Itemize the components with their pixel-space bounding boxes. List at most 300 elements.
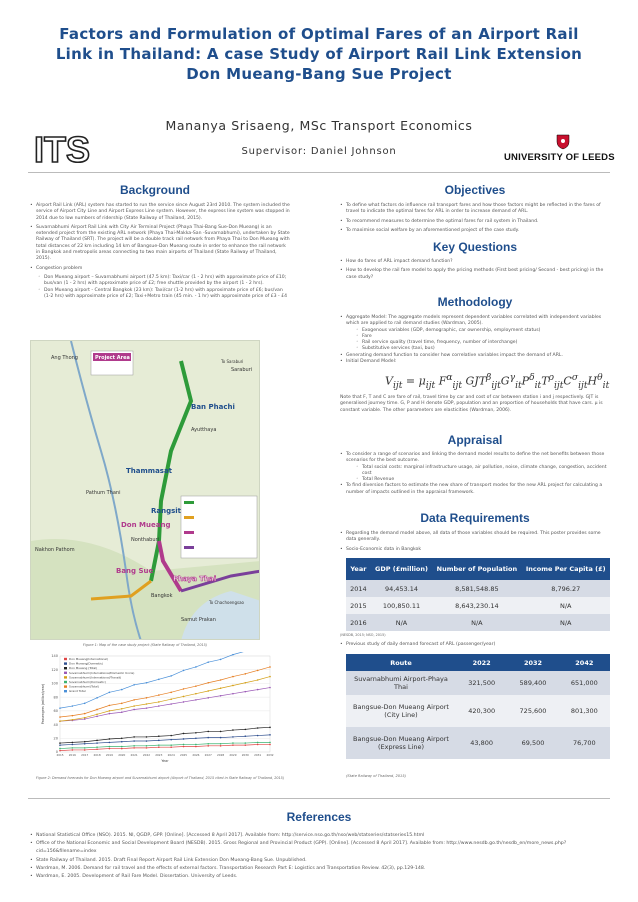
table2-header-row <box>346 654 610 671</box>
heading-references: References <box>286 810 352 824</box>
appraisal-item-2: • To find diversion factors to estimate the new share of transport modes for the new ARL project for calculating a number of impacts outlined in the appraisal framework. <box>340 483 610 496</box>
place-rangsit: Rangsit <box>151 507 182 515</box>
series-point <box>170 735 172 737</box>
series-point <box>158 679 160 681</box>
reference-item: • Wardman, M. 2006. Demand for rail travel and the effects of external factors. Transportation Research Part E: Logistics and Transportation Review. 42(3), pp.129-148. <box>30 865 615 873</box>
series-point <box>158 694 160 696</box>
series-point <box>269 727 271 729</box>
references-list <box>30 832 615 881</box>
series-point <box>146 682 148 684</box>
series-point <box>232 654 234 656</box>
demand-equation: $V_{ijt} = \mu_{ijt}$ $F^\alpha_{ijt}$ $GJT^\beta_{ijt}G^\gamma_{it}P^\delta_{it}T^\rho_{ijt}C^\sigma_{ijt}H^\theta_{it}$ <box>385 372 610 391</box>
series-point <box>59 748 61 750</box>
appraisal-subitem-1: ◦ Total social costs: marginal infrastructure usage, air pollution, noise, climate change, congestion, accident cost <box>340 465 610 478</box>
series-point <box>109 692 111 694</box>
series-point <box>96 748 98 750</box>
series-point <box>96 713 98 715</box>
series-point <box>220 745 222 747</box>
y-tick-label: 120 <box>51 667 58 672</box>
y-tick-label: 0 <box>55 750 58 755</box>
x-tick-label: 2031 <box>254 753 262 757</box>
place-phaya-thai: Phaya Thai <box>173 575 217 583</box>
table-cell: N/A <box>432 614 521 631</box>
legend-label: Suvarnabhumi(International/Domestic Uncle) <box>69 670 135 675</box>
table2-header: Route <box>346 654 456 671</box>
series-point <box>195 737 197 739</box>
x-tick-label: 2019 <box>105 753 113 757</box>
series-point <box>220 687 222 689</box>
series-point <box>244 742 246 744</box>
place-pathum-thani: Pathum Thani <box>86 490 121 496</box>
background-text <box>30 203 290 300</box>
title-line-1: Factors and Formulation of Optimal Fares of an Airport Rail <box>59 25 579 43</box>
y-tick-label: 40 <box>53 722 58 727</box>
x-tick-label: 2029 <box>229 753 237 757</box>
series-point <box>195 685 197 687</box>
series-point <box>195 666 197 668</box>
table-cell: 589,400 <box>507 671 558 695</box>
legend-label: Suvarnabhumi(Domestic) <box>69 680 106 684</box>
table2-header: 2042 <box>559 654 610 671</box>
series-point <box>96 740 98 742</box>
x-tick-label: 2032 <box>266 753 274 757</box>
table1-header: Year <box>346 558 371 580</box>
series-point <box>109 713 111 715</box>
header-divider <box>28 172 610 173</box>
key-questions-item-1: • How do fares of ARL impact demand function? <box>340 259 610 265</box>
methodology-item-1: • Aggregate Model: The aggregate models represent dependent variables correlated with independent variables which are applied to rail demand studies (Wardman, 2005). <box>340 315 610 328</box>
series-point <box>133 709 135 711</box>
reference-item: • Office of the National Economic and Social Development Board (NESDB). 2015. Gross Regional and Provincial Product (GPP). [Online]. [Accessed 8 April 2017]. Available from: http://www.nesdb.go.th/nesdb_en/more_news.php?cid=156&filename=index <box>30 840 615 856</box>
series-point <box>257 742 259 744</box>
series-point <box>269 687 271 689</box>
forecast-item: • Previous study of daily demand forecast of ARL (passenger/year) <box>340 642 610 648</box>
table-row <box>346 671 610 695</box>
title-line-2: Link in Thailand: A case Study of Airport Rail Link Extension <box>55 45 583 63</box>
table2-header: 2022 <box>456 654 507 671</box>
heading-objectives: Objectives <box>444 183 506 197</box>
series-point <box>207 743 209 745</box>
legend-label: Don Mueang(Domestic) <box>69 661 104 666</box>
background-item-2: • Suvarnabhumi Airport Rail Link with City Air Terminal Project (Phaya Thai-Bang Sue-Don Mueang) is an extended project from the existing ARL network (Phaya Thai-Makka-San -Suvarnabhumi), undertaken by State Railway of Thailand (SRT). The project will be a double track rail network from Phaya Thai to Don Mueang with total distances of 22 km including 14 km of Bangsue-Don Mueang route in order to enhance the rail network in Bangkok and metropolis areas connecting to two main airports of Thailand (State Railway of Thailand, 2015). <box>30 225 290 263</box>
series-point <box>244 729 246 731</box>
methodology-subitem-3: ◦ Rail service quality (travel time, frequency, number of interchange) <box>340 340 610 346</box>
place-ban-phachi: Ban Phachi <box>191 403 235 411</box>
background-subitem-1: ◦ Don Mueang airport – Suvarnabhumi airport (47.5 km): Taxi/car (1 - 2 hrs) with approximate price of £10; bus/van (1 - 2 hrs) with approximate price of £2; free shuttle provided by the airport (1 - 2 hrs). <box>30 275 290 288</box>
series-point <box>158 740 160 742</box>
place-don-mueang: Don Mueang <box>121 521 171 529</box>
socio-economic-table <box>346 558 610 631</box>
series-point <box>133 740 135 742</box>
methodology-text <box>340 315 610 368</box>
series-point <box>269 666 271 668</box>
place-to-saraburi: To Saraburi <box>221 359 244 364</box>
table-cell: 43,800 <box>456 727 507 759</box>
series-point <box>269 744 271 746</box>
series-point <box>121 737 123 739</box>
legend-label: Don Mueang(International) <box>69 657 108 661</box>
table-cell: 8,643,230.14 <box>432 597 521 614</box>
series-point <box>158 735 160 737</box>
series-point <box>170 703 172 705</box>
series-point <box>84 743 86 745</box>
table2-source: (State Railway of Thailand, 2015) <box>346 774 407 778</box>
demand-forecast-table <box>346 654 610 759</box>
background-item-3-text: Congestion problem <box>36 265 83 271</box>
series-point <box>72 719 74 721</box>
key-questions-item-2: • How to develop the rail fare model to apply the pricing methods (First best pricing/ Second - best pricing) in the case study? <box>340 268 610 281</box>
y-axis-label: Passengers (million/year) <box>41 683 45 725</box>
place-saraburi: Saraburi <box>231 367 253 373</box>
place-ang-thong: Ang Thong <box>51 355 78 361</box>
series-point <box>96 746 98 748</box>
y-tick-label: 100 <box>51 681 58 686</box>
series-point <box>121 748 123 750</box>
title-line-3: Don Mueang-Bang Sue Project <box>186 65 452 83</box>
place-nonthaburi: Nonthaburi <box>131 537 159 543</box>
series-point <box>121 746 123 748</box>
series-point <box>59 742 61 744</box>
legend-swatch <box>64 658 67 660</box>
series-point <box>232 736 234 738</box>
series-point <box>220 679 222 681</box>
x-tick-label: 2026 <box>192 753 200 757</box>
table-cell: N/A <box>371 614 433 631</box>
forecast-text <box>340 642 610 651</box>
series-point <box>257 727 259 729</box>
series-point <box>121 711 123 713</box>
series-point <box>170 744 172 746</box>
series-point <box>59 720 61 722</box>
series-point <box>207 737 209 739</box>
demand-forecast-chart <box>38 652 278 767</box>
place-bang-sue: Bang Sue <box>116 567 154 575</box>
series-point <box>59 744 61 746</box>
table-cell: N/A <box>522 597 611 614</box>
x-tick-label: 2022 <box>142 753 151 757</box>
series-point <box>183 701 185 703</box>
table-row <box>346 580 610 597</box>
series-point <box>232 693 234 695</box>
table-cell: Suvarnabhumi Airport-Phaya Thai <box>346 671 456 695</box>
place-bangkok: Bangkok <box>151 593 173 599</box>
figure-1-caption: Figure 1: Map of the case study project (State Railway of Thailand, 2015) <box>82 643 208 647</box>
methodology-subitem-1: ◦ Exogenous variables (GDP, demographic, car ownership, employment status) <box>340 328 610 334</box>
legend-label: Suvarnabhumi(International/Transit) <box>69 675 122 680</box>
series-point <box>133 684 135 686</box>
table-cell: 321,500 <box>456 671 507 695</box>
series-point <box>109 742 111 744</box>
place-nakhon-pathom: Nakhon Pathom <box>35 547 75 553</box>
table-row <box>346 695 610 727</box>
key-questions-text <box>340 259 610 284</box>
series-point <box>269 742 271 744</box>
its-logo <box>34 132 92 166</box>
series-point <box>96 697 98 699</box>
series-point <box>269 676 271 678</box>
y-tick-label: 80 <box>53 695 58 700</box>
place-to-chachoengsao: To Chachoengsao <box>209 600 244 605</box>
table1-header-row <box>346 558 610 580</box>
legend-swatch <box>64 676 67 678</box>
y-tick-label: 140 <box>51 654 58 659</box>
series-point <box>158 705 160 707</box>
background-item-1: • Airport Rail Link (ARL) system has started to run the service since August 23rd 2010. The system included the service of Airport City Line and Airport Express Line system. However, the express line system was stopped in 2014 due to low numbers of ridership (State Railway of Thailand, 2015). <box>30 203 290 222</box>
heading-data-requirements: Data Requirements <box>420 511 530 525</box>
table-cell: 100,850.11 <box>371 597 433 614</box>
methodology-note: Note that F, T and C are fare of rail, travel time by car and cost of car between station i and j respectively. GJT is generalised journey time. G, P and H denote GDP, population and an proportion of households that have cars. μ is constant variable. The other parameters are elasticities (Wardman, 2006). <box>340 395 603 413</box>
series-point <box>158 746 160 748</box>
map-svg <box>31 341 260 640</box>
x-tick-label: 2028 <box>217 753 225 757</box>
table-cell: N/A <box>522 614 611 631</box>
series-point <box>195 732 197 734</box>
table1-header: Number of Population <box>432 558 521 580</box>
legend-label: Don Mueang (Total) <box>69 666 98 671</box>
series-point <box>207 731 209 733</box>
methodology-item-3: • Initial Demand Model: <box>340 359 610 365</box>
series-point <box>232 742 234 744</box>
heading-background: Background <box>119 183 190 197</box>
series-point <box>84 703 86 705</box>
series-point <box>183 746 185 748</box>
series-point <box>72 749 74 751</box>
y-tick-label: 20 <box>53 736 58 741</box>
series-point <box>146 745 148 747</box>
series-point <box>195 744 197 746</box>
x-tick-label: 2015 <box>56 753 64 757</box>
legend-swatch <box>64 667 67 669</box>
series-point <box>244 744 246 746</box>
series-point <box>170 675 172 677</box>
project-area-label: Project Area <box>95 355 130 361</box>
series-point <box>257 735 259 737</box>
background-subitem-2: ◦ Don Mueang airport - Central Bangkok (23 km): Taxi/car (1-2 hrs) with approximate price of £6; bus/van (1-2 hrs) with approximate price of £2; Taxi+Metro train (45 min. - 1 hr) with approximate price of £3 - £4 <box>30 288 290 301</box>
series-point <box>84 741 86 743</box>
appraisal-item-1: • To consider a range of scenarios and linking the demand model results to define the net benefits between those scenarios for the best outcome. <box>340 452 610 465</box>
series-point <box>96 716 98 718</box>
data-requirements-item-2: • Socio-Economic data in Bangkok <box>340 547 610 553</box>
legend-label: Grand Total <box>69 689 86 694</box>
appraisal-subitem-2: ◦ Total Revenue <box>340 477 610 483</box>
series-point <box>220 743 222 745</box>
series-point <box>133 736 135 738</box>
table2-header: 2032 <box>507 654 558 671</box>
series-point <box>170 739 172 741</box>
series-point <box>109 710 111 712</box>
table-cell: 420,300 <box>456 695 507 727</box>
x-axis-label: Year <box>161 759 169 763</box>
legend-swatch <box>64 685 67 687</box>
reference-item: • Wardman, E. 2005. Development of Rail Fare Model. Dissertation. University of Leeds. <box>30 873 615 881</box>
objectives-item-3: • To maximise social welfare by an aforementioned project of the case study. <box>340 228 610 234</box>
table-cell: 725,600 <box>507 695 558 727</box>
series-point <box>72 715 74 717</box>
series-point <box>84 747 86 749</box>
series-point <box>109 738 111 740</box>
heading-key-questions: Key Questions <box>432 240 518 254</box>
data-requirements-text <box>340 531 610 556</box>
series-point <box>121 689 123 691</box>
series-point <box>183 670 185 672</box>
table1-header: Income Per Capita (£) <box>522 558 611 580</box>
poster-title <box>0 24 638 84</box>
objectives-item-1: • To define what factors do influence rail transport fares and how those factors might be reflected in the fares of travel to indicate the optimal fares for ARL in order to increase demand of ARL. <box>340 203 610 216</box>
x-tick-label: 2027 <box>204 753 212 757</box>
y-tick-label: 60 <box>53 709 58 714</box>
series-point <box>84 749 86 751</box>
series-point <box>183 688 185 690</box>
leeds-logo-text: UNIVERSITY OF LEEDS <box>504 152 615 163</box>
series-point <box>121 708 123 710</box>
table1-header: GDP (£million) <box>371 558 433 580</box>
series-point <box>59 707 61 709</box>
table-row <box>346 597 610 614</box>
heading-methodology: Methodology <box>437 295 513 309</box>
legend-swatch <box>64 690 67 692</box>
background-item-3 <box>30 266 290 272</box>
x-tick-label: 2017 <box>81 753 89 757</box>
series-point <box>72 742 74 744</box>
table-cell: 2016 <box>346 614 371 631</box>
table1-source: (NESDB, 2015; NSO, 2015) <box>340 633 386 637</box>
series-point <box>244 673 246 675</box>
series-point <box>220 737 222 739</box>
series-point <box>109 746 111 748</box>
series-point <box>121 703 123 705</box>
series-point <box>183 733 185 735</box>
x-tick-label: 2016 <box>68 753 76 757</box>
series-point <box>257 744 259 746</box>
series-point <box>257 679 259 681</box>
table-cell: 801,300 <box>559 695 610 727</box>
series-point <box>146 697 148 699</box>
series-point <box>146 736 148 738</box>
series-point <box>84 717 86 719</box>
table-cell: Bangsue-Don Mueang Airport (Express Line) <box>346 727 456 759</box>
series-point <box>183 744 185 746</box>
series-point <box>72 747 74 749</box>
series-point <box>170 746 172 748</box>
series-point <box>96 709 98 711</box>
series-point <box>158 744 160 746</box>
table-cell: 2014 <box>346 580 371 597</box>
project-map <box>30 340 260 640</box>
series-point <box>109 748 111 750</box>
table-cell: 2015 <box>346 597 371 614</box>
series-point <box>146 707 148 709</box>
series-point <box>133 699 135 701</box>
its-logo-text: ITS <box>34 132 91 166</box>
series-point <box>220 659 222 661</box>
series-point <box>195 693 197 695</box>
series-point <box>244 691 246 693</box>
series-point <box>207 682 209 684</box>
series-point <box>183 696 185 698</box>
legend-swatch <box>64 662 67 664</box>
x-tick-label: 2023 <box>155 753 163 757</box>
legend-swatch <box>64 672 67 674</box>
x-tick-label: 2018 <box>93 753 101 757</box>
objectives-item-2: • To recommend measures to determine the optimal fares for rail system in Thailand. <box>340 219 610 225</box>
series-point <box>269 734 271 736</box>
series-point <box>220 695 222 697</box>
x-tick-label: 2020 <box>118 753 126 757</box>
series-point <box>170 698 172 700</box>
series-point <box>146 740 148 742</box>
x-tick-label: 2021 <box>130 753 138 757</box>
series-point <box>170 692 172 694</box>
methodology-subitem-2: ◦ Fare <box>340 334 610 340</box>
place-samut-prakan: Samut Prakan <box>181 617 216 623</box>
table-cell: 69,500 <box>507 727 558 759</box>
table-cell: 94,453.14 <box>371 580 433 597</box>
table-cell: 651,000 <box>559 671 610 695</box>
series-point <box>257 689 259 691</box>
table-row <box>346 614 610 631</box>
methodology-subitem-4: ◦ Substitutive services (taxi, bus) <box>340 346 610 352</box>
series-point <box>244 682 246 684</box>
series-point <box>146 747 148 749</box>
series-point <box>207 661 209 663</box>
series-point <box>158 701 160 703</box>
series-point <box>121 741 123 743</box>
table-cell: 8,581,548.85 <box>432 580 521 597</box>
series-point <box>207 745 209 747</box>
series-point <box>109 705 111 707</box>
heading-appraisal: Appraisal <box>447 433 503 447</box>
series-point <box>133 747 135 749</box>
series-point <box>146 703 148 705</box>
legend-label: Suvarnabhumi(Total) <box>69 684 100 689</box>
place-ayutthaya: Ayutthaya <box>191 427 217 433</box>
series-point <box>220 731 222 733</box>
x-tick-label: 2024 <box>167 753 175 757</box>
appraisal-text <box>340 452 610 499</box>
series-point <box>96 742 98 744</box>
series-point <box>84 713 86 715</box>
series-point <box>72 744 74 746</box>
series-point <box>84 718 86 720</box>
supervisor-name: Supervisor: Daniel Johnson <box>241 146 397 157</box>
series-point <box>232 676 234 678</box>
series-point <box>232 685 234 687</box>
series-point <box>207 697 209 699</box>
series-point <box>195 699 197 701</box>
reference-item: • State Railway of Thailand. 2015. Draft Final Report Airport Rail Link Extension Don Mueang-Bang Sue. Unpublished. <box>30 857 615 865</box>
series-point <box>244 735 246 737</box>
figure-2-caption: Figure 2: Demand forecasts for Don Mueang airport and Suvarnabhumi airport (Airport of Thailand, 2015 cited in State Railway of Thailand, 2015) <box>35 776 285 780</box>
references-divider <box>28 798 610 799</box>
series-point <box>59 716 61 718</box>
series-point <box>72 705 74 707</box>
objectives-text <box>340 203 610 237</box>
leeds-crest-icon <box>555 134 571 150</box>
x-tick-label: 2025 <box>179 753 188 757</box>
author-name: Mananya Srisaeng, MSc Transport Economics <box>165 118 473 133</box>
series-point <box>59 750 61 752</box>
series-point <box>232 729 234 731</box>
methodology-item-2: • Generating demand function to consider how correlative variables impact the demand of ARL. <box>340 353 610 359</box>
series-point <box>195 746 197 748</box>
place-thammasat: Thammasat <box>126 467 173 475</box>
reference-item: • National Statistical Office (NSO). 2015. NI, QGDP, GPP. [Online]. [Accessed 8 April 2017]. Available from: http://service.nso.go.th/nso/web/statseries/statseries15.html <box>30 832 615 840</box>
table-row <box>346 727 610 759</box>
table-cell: Bangsue-Don Mueang Airport (City Line) <box>346 695 456 727</box>
series-point <box>133 745 135 747</box>
table-cell: 76,700 <box>559 727 610 759</box>
series-point <box>257 670 259 672</box>
